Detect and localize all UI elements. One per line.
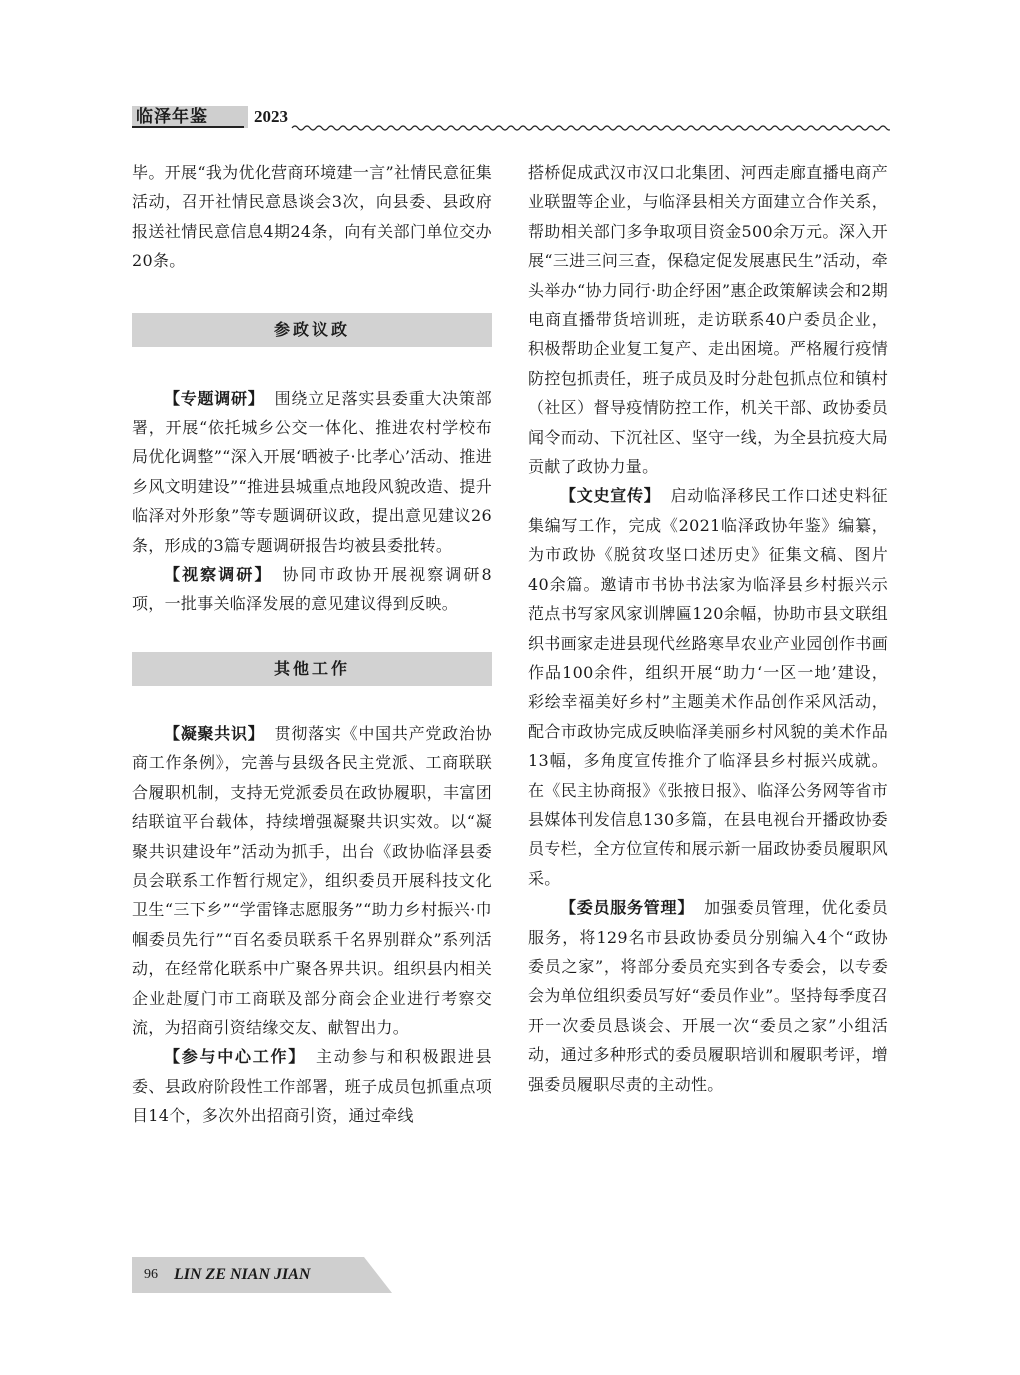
- entry-text: 启动临泽移民工作口述史料征集编写工作，完成《2021临泽政协年鉴》编纂，为市政协《脱贫攻坚口述历史》征集文稿、图片40余篇。邀请市书协书法家为临泽县乡村振兴示范点书写家风家训牌匾120余幅，协助市县文联组织书画家走进县现代丝路寒旱农业产业园创作书画作品100余件，组织开展“助力‘一区一地’建设，彩绘幸福美好乡村”主题美术作品创作采风活动，配合市政协完成反映临泽美丽乡村风貌的美术作品13幅，多角度宣传推介了临泽县乡村振兴成就。在《民主协商报》《张掖日报》、临泽公务网等省市县媒体刊发信息130多篇，在县电视台开播政协委员专栏，全方位宣传和展示新一届政协委员履职风采。: [528, 486, 888, 888]
- entry-text: 加强委员管理，优化委员服务，将129名市县政协委员分别编入4个“政协委员之家”，将部分委员充实到各专委会，以专委会为单位组织委员写好“委员作业”。坚持每季度召开一次委员恳谈会、开展一次“委员之家”小组活动，通过多种形式的委员履职培训和履职考评，增强委员履职尽责的主动性。: [528, 898, 888, 1094]
- section-heading-participation: 参政议政: [132, 313, 492, 347]
- paragraph-inspection-research: [132, 560, 492, 619]
- paragraph-central-work: [132, 1042, 492, 1130]
- continued-paragraph: 毕。开展“我为优化营商环境建一言”社情民意征集活动，召开社情民意恳谈会3次，向县委、县政府报送社情民意信息4期24条，向有关部门单位交办20条。: [132, 163, 492, 271]
- entry-label: 【委员服务管理】: [560, 898, 695, 918]
- entry-label: 【文史宣传】: [560, 486, 661, 506]
- paragraph-member-service: [528, 893, 888, 1099]
- entry-label: 【凝聚共识】: [164, 723, 265, 743]
- paragraph-culture-history: [528, 481, 888, 893]
- footer-running-title: LIN ZE NIAN JIAN: [174, 1266, 311, 1283]
- page-footer: [132, 1257, 392, 1293]
- entry-text: 协同市政协开展视察调研8项，一批事关临泽发展的意见建议得到反映。: [132, 565, 493, 614]
- paragraph-consensus: [132, 719, 492, 1042]
- continued-paragraph: 搭桥促成武汉市汉口北集团、河西走廊直播电商产业联盟等企业，与临泽县相关方面建立合作关系，帮助相关部门多争取项目资金500余万元。深入开展“三进三问三查，保稳定促发展惠民生”活动，牵头举办“协力同行·助企纾困”惠企政策解读会和2期电商直播带货培训班，走访联系40户委员企业，积极帮助企业复工复产、走出困境。严格履行疫情防控包抓责任，班子成员及时分赴包抓点位和镇村（社区）督导疫情防控工作，机关干部、政协委员闻令而动、下沉社区、坚守一线，为全县抗疫大局贡献了政协力量。: [528, 163, 888, 477]
- yearbook-year: 2023: [254, 107, 288, 126]
- entry-text: 主动参与和积极跟进县委、县政府阶段性工作部署，班子成员包抓重点项目14个，多次外出招商引资，通过牵线: [132, 1047, 492, 1126]
- entry-text: 贯彻落实《中国共产党政治协商工作条例》，完善与县级各民主党派、工商联联合履职机制，支持无党派委员在政协履职，丰富团结联谊平台载体，持续增强凝聚共识实效。以“凝聚共识建设年”活动为抓手，出台《政协临泽县委员会联系工作暂行规定》，组织委员开展科技文化卫生“三下乡”“学雷锋志愿服务”“助力乡村振兴·巾帼委员先行”“百名委员联系千名界别群众”系列活动，在经常化联系中广聚各界共识。组织县内相关企业赴厦门市工商联及部分商会企业进行考察交流，为招商引资结缘交友、献智出力。: [132, 723, 492, 1037]
- left-column: [132, 158, 492, 1131]
- yearbook-title: 临泽年鉴: [132, 106, 248, 128]
- header-wave-rule: [132, 124, 890, 132]
- section-heading-other-work: 其他工作: [132, 652, 492, 686]
- entry-label: 【视察调研】: [164, 565, 273, 585]
- page-header: [132, 100, 890, 132]
- right-column: [528, 158, 888, 1099]
- entry-label: 【参与中心工作】: [164, 1047, 306, 1067]
- page-number: 96: [144, 1267, 158, 1282]
- entry-label: 【专题调研】: [164, 388, 265, 408]
- entry-text: 围绕立足落实县委重大决策部署，开展“依托城乡公交一体化、推进农村学校布局优化调整”“深入开展‘晒被子·比孝心’活动、推进乡风文明建设”“推进县城重点地段风貌改造、提升临泽对外形象”等专题调研议政，提出意见建议26条，形成的3篇专题调研报告均被县委批转。: [132, 388, 492, 555]
- paragraph-special-research: [132, 384, 492, 560]
